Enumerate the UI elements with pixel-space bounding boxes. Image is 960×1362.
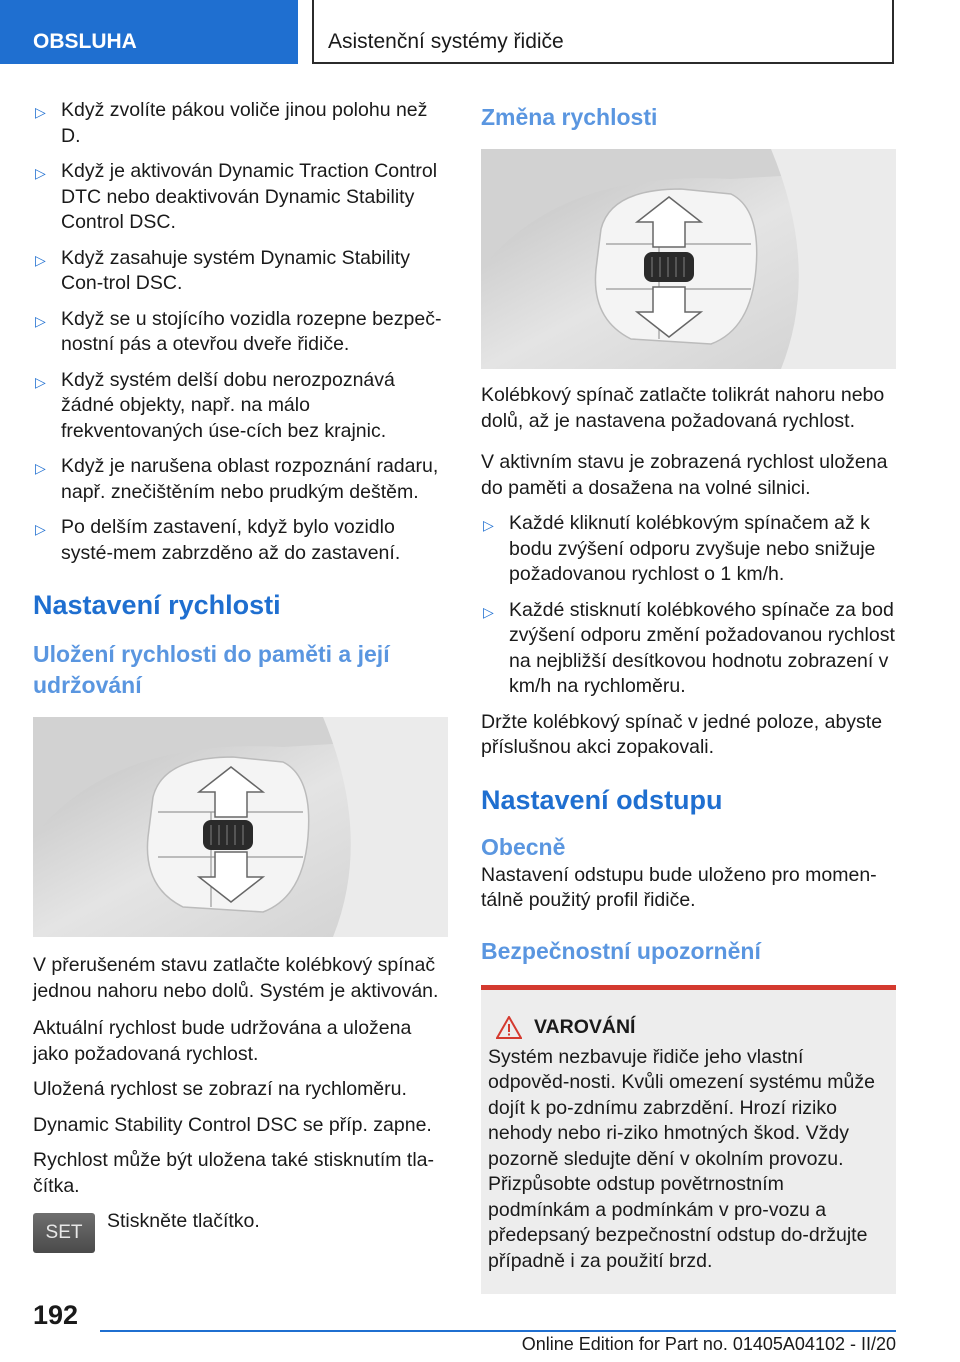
warning-title: VAROVÁNÍ	[496, 1016, 886, 1039]
set-button-instruction	[33, 1209, 448, 1269]
store-speed-text: V přerušeném stavu zatlačte kolébkový spínač jednou nahoru nebo dolů. Systém je aktivován. Aktuální rychlost bude udržována a uložena jako požadovaná rychlost. Uložená rychlost se zobrazí na rychloměru. Dynamic Stability Control DSC se příp. zapne. Rychlost může být uložena také stisknutím tla-čítka.	[33, 954, 439, 1197]
rocker-switch-list	[481, 511, 896, 700]
set-button: SET	[33, 1213, 95, 1253]
subheading-general: Obecně	[481, 833, 566, 860]
triangle-bullet-icon: ▷	[35, 373, 46, 390]
warning-box	[481, 985, 896, 1295]
list-item: ▷ Když je narušena oblast rozpoznání radaru, např. znečištěním nebo prudkým deštěm.	[35, 455, 439, 503]
stop-conditions-list	[33, 98, 448, 566]
footer-edition: Online Edition for Part no. 01405A04102 - II/20	[521, 1334, 896, 1354]
page-header	[0, 0, 960, 66]
triangle-bullet-icon: ▷	[35, 165, 46, 181]
list-item: ▷ Když zasahuje systém Dynamic Stability Con-trol DSC.	[35, 246, 410, 294]
triangle-bullet-icon: ▷	[483, 517, 494, 533]
triangle-bullet-icon: ▷	[35, 251, 46, 268]
rocker-switch-photo-2	[481, 149, 896, 369]
warning-triangle-icon	[496, 1016, 522, 1039]
list-item: ▷ Každé stisknutí kolébkového spínače za bod zvýšení odporu změní požadovanou rychlost na nejbližší desítkovou hodnotu zobrazení v km/h na rychloměru.	[483, 598, 895, 697]
section-tab: OBSLUHA	[0, 0, 298, 64]
list-item: ▷ Když je aktivován Dynamic Traction Control DTC nebo deaktivován Dynamic Stability Control DSC.	[35, 160, 438, 233]
list-item: ▷ Když systém delší dobu nerozpoznává žádné objekty, např. na málo frekventovaných úse-cích bez krajnic.	[35, 368, 395, 442]
chapter-title: Asistenční systémy řidiče	[312, 0, 894, 64]
list-item: ▷ Každé kliknutí kolébkovým spínačem až k bodu zvýšení odporu zvyšuje nebo snižuje požadovanou rychlost o 1 km/h.	[483, 512, 876, 585]
triangle-bullet-icon: ▷	[35, 104, 46, 120]
general-text: Nastavení odstupu bude uloženo pro momen-tálně použitý profil řidiče.	[481, 863, 877, 911]
triangle-bullet-icon: ▷	[483, 603, 494, 620]
footer-rule	[100, 1330, 896, 1332]
warning-text: Systém nezbavuje řidiče jeho vlastní odpověd-nosti. Kvůli omezení systému může dojít k po-zdnímu zabrzdění. Hrozí riziko nehody nebo ri-ziko hmotných škod. Vždy pozorně sledujte dění v okolním provozu. Přizpůsobte odstup povětrnostním podmínkám a podmínkám v pro-vozu a předepsaný bezpečnostní odstup do-držujte případně i za použití brzd.	[488, 1045, 875, 1272]
set-instruction: Stiskněte tlačítko.	[107, 1210, 260, 1232]
list-item: ▷ Když se u stojícího vozidla rozepne bezpeč-nostní pás a otevřou dveře řidiče.	[35, 307, 442, 355]
subheading-store-speed: Uložení rychlosti do paměti a její udržování	[33, 641, 390, 698]
change-speed-text: Kolébkový spínač zatlačte tolikrát nahoru nebo dolů, až je nastavena požadovaná rychlost. V aktivním stavu je zobrazená rychlost uložena do paměti a dosažena na volné silnici.	[481, 384, 888, 499]
subheading-safety: Bezpečnostní upozornění	[481, 937, 761, 964]
steering-wheel-switch-illustration	[481, 149, 896, 369]
triangle-bullet-icon: ▷	[35, 460, 46, 476]
left-column	[33, 98, 448, 1269]
heading-distance-setting: Nastavení odstupu	[481, 784, 723, 815]
heading-change-speed: Změna rychlosti	[481, 104, 658, 130]
list-item: ▷ Když zvolíte pákou voliče jinou polohu než D.	[35, 99, 428, 147]
triangle-bullet-icon: ▷	[35, 521, 46, 537]
steering-wheel-switch-illustration	[33, 717, 448, 937]
right-column	[481, 98, 896, 1294]
hold-switch-text: Držte kolébkový spínač v jedné poloze, abyste příslušnou akci zopakovali.	[481, 710, 883, 758]
list-item: ▷ Po delším zastavení, když bylo vozidlo systé-mem zabrzděno až do zastavení.	[35, 516, 401, 564]
triangle-bullet-icon: ▷	[35, 312, 46, 329]
page-number: 192	[33, 1300, 79, 1330]
heading-speed-setting: Nastavení rychlosti	[33, 590, 281, 620]
rocker-switch-photo	[33, 717, 448, 937]
